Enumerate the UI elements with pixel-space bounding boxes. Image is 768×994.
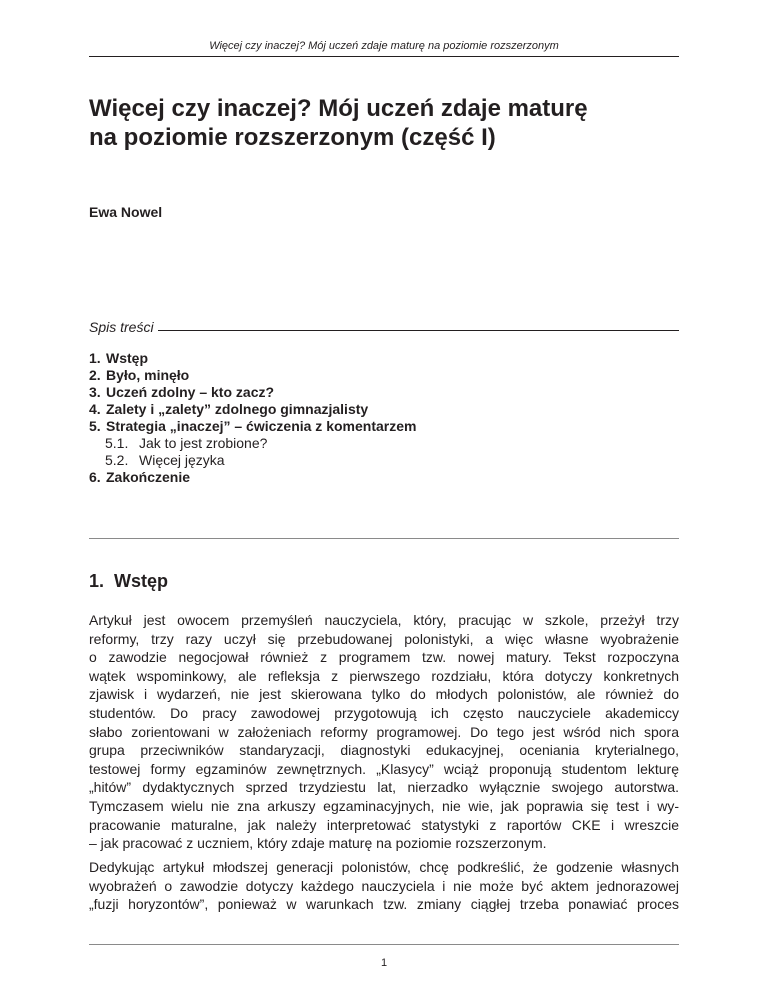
section-title: Wstęp bbox=[114, 571, 168, 591]
toc-heading-label: Spis treści bbox=[89, 319, 154, 335]
toc-subitem-wiecej-jezyka[interactable] bbox=[89, 452, 679, 469]
paragraph-line: testowej formy egzaminów zewnętrznych. „Klasycy” wciąż proponują studentom lekturę bbox=[89, 760, 679, 777]
paragraph-line: grupa przeciwników standaryzacji, diagnostyki edukacyjnej, oceniania kryterialnego, bbox=[89, 742, 679, 759]
toc-subitem-jak-to-jest-zrobione[interactable] bbox=[89, 435, 679, 452]
toc-item-uczen-zdolny[interactable] bbox=[89, 384, 679, 401]
paragraph-line: – jak pracować z uczniem, który zdaje maturę na poziomie rozszerzonym. bbox=[89, 835, 547, 852]
toc-item-number: 5.1. bbox=[105, 435, 129, 451]
toc-item-label: Więcej języka bbox=[139, 452, 225, 468]
toc-item-number: 4. bbox=[89, 401, 101, 417]
paragraph-line: studentów. Do pracy zawodowej przygotowują ich często nauczyciele akademiccy bbox=[89, 704, 679, 721]
paragraph-line: wątek wspominkowy, ale refleksja z pierwszego rozdziału, która dotyczy konkretnych bbox=[89, 667, 679, 684]
paragraph-line: „hitów” dydaktycznych sprzed trzydziestu lat, nierzadko wyłącznie swojego autorstwa. bbox=[89, 779, 679, 796]
body-paragraph-1 bbox=[89, 611, 679, 853]
toc-item-number: 5. bbox=[89, 418, 101, 434]
title-line: na poziomie rozszerzonym (część I) bbox=[89, 124, 496, 151]
toc-item-label: Zalety i „zalety” zdolnego gimnazjalisty bbox=[106, 401, 369, 417]
running-head: Więcej czy inaczej? Mój uczeń zdaje maturę na poziomie rozszerzonym bbox=[209, 40, 559, 52]
toc-item-number: 6. bbox=[89, 469, 101, 485]
toc-item-zakonczenie[interactable] bbox=[89, 469, 679, 486]
paragraph-line: Dedykując artykuł młodszej generacji polonistów, chcę podkreślić, że godzenie własnych bbox=[89, 859, 679, 875]
toc-item-label: Było, minęło bbox=[106, 367, 190, 383]
paragraph-line: reformy, trzy razy uczył się przebudowanej polonistyki, a więc własne wyobrażenie bbox=[89, 630, 679, 647]
page-number: 1 bbox=[380, 957, 388, 969]
paragraph-line: pracowanie maturalne, jak należy interpretować statystyki z raportów CKE i wreszcie bbox=[89, 816, 679, 833]
body-paragraph-2 bbox=[89, 858, 679, 914]
paragraph-line: Artykuł jest owocem przemyśleń nauczyciela, który, pracując w szkole, przeżył trzy bbox=[89, 612, 679, 628]
toc-item-label: Strategia „inaczej” – ćwiczenia z komentarzem bbox=[106, 418, 417, 434]
footer-rule bbox=[89, 944, 679, 945]
section-heading bbox=[89, 570, 168, 592]
toc-item-label: Wstęp bbox=[106, 350, 148, 366]
article-title bbox=[89, 94, 689, 152]
toc-item-zalety[interactable] bbox=[89, 401, 679, 418]
paragraph-line: o zawodzie negocjował również z programem tzw. nowej matury. Tekst rozpoczyna bbox=[89, 649, 679, 666]
toc-heading-rule bbox=[158, 329, 679, 331]
author-name: Ewa Nowel bbox=[89, 204, 163, 220]
toc-item-wstep[interactable] bbox=[89, 350, 679, 367]
toc-bottom-rule bbox=[89, 538, 679, 539]
toc-heading bbox=[89, 318, 679, 334]
toc-item-number: 5.2. bbox=[105, 452, 129, 468]
paragraph-line: „fuzji horyzontów”, ponieważ w warunkach tzw. zmiany ciągłej trzeba ponawiać proces bbox=[89, 896, 679, 913]
toc-item-number: 2. bbox=[89, 367, 101, 383]
section-number: 1. bbox=[89, 571, 105, 591]
toc-item-bylo-minelo[interactable] bbox=[89, 367, 679, 384]
toc-item-label: Uczeń zdolny – kto zacz? bbox=[106, 384, 275, 400]
toc-item-strategia[interactable] bbox=[89, 418, 679, 435]
title-line: Więcej czy inaczej? Mój uczeń zdaje maturę bbox=[89, 95, 588, 122]
toc-item-number: 3. bbox=[89, 384, 101, 400]
toc-item-label: Jak to jest zrobione? bbox=[139, 435, 268, 451]
header-rule bbox=[89, 56, 679, 57]
paragraph-line: Tymczasem wielu nie zna arkuszy egzaminacyjnych, nie wie, jak poprawia się test i wy- bbox=[89, 797, 679, 814]
toc-item-number: 1. bbox=[89, 350, 101, 366]
table-of-contents bbox=[89, 350, 679, 486]
paragraph-line: słabo zorientowani w założeniach reformy programowej. Do tego jest wśród nich spora bbox=[89, 723, 679, 740]
paragraph-line: zjawisk i wydarzeń, nie jest skierowana tylko do młodych polonistów, ale również do bbox=[89, 686, 679, 703]
paragraph-line: wyobrażeń o zawodzie dotyczy każdego nauczyciela i nie może być aktem jednorazowej bbox=[89, 877, 679, 894]
toc-item-label: Zakończenie bbox=[106, 469, 191, 485]
